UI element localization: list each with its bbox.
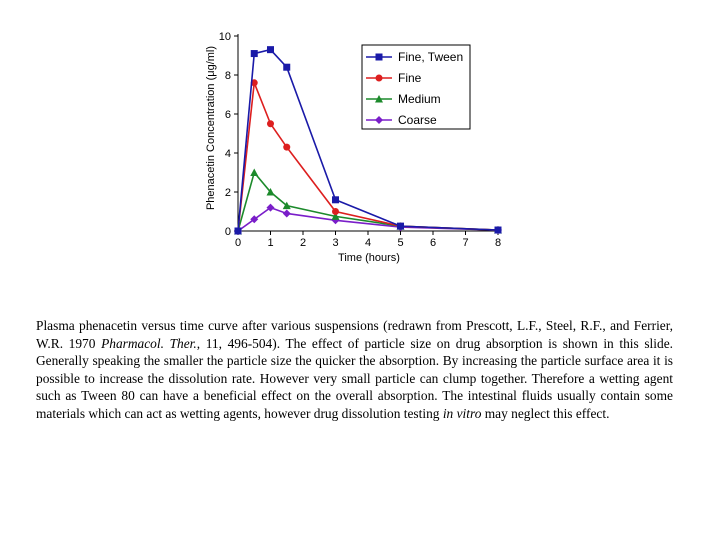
data-point-fine: [332, 208, 339, 215]
x-axis-label: Time (hours): [338, 252, 400, 264]
legend-marker-fine: [376, 75, 383, 82]
series-line-medium: [238, 173, 498, 232]
caption-text-1: Plasma phenacetin versus time curve after various suspensions (redrawn from Prescott, L.F., Steel, R.F., and Ferrier, W.R. 1970: [36, 318, 673, 351]
legend-label-fine-tween: Fine, Tween: [398, 50, 464, 64]
data-point-fine-tween: [397, 223, 404, 230]
y-tick-label: 2: [224, 187, 231, 199]
x-tick-label: 1: [267, 237, 274, 249]
y-tick-label: 10: [218, 31, 231, 43]
x-tick-label: 7: [462, 237, 469, 249]
y-tick-label: 8: [224, 70, 231, 82]
caption-text-3: may neglect this effect.: [481, 405, 610, 421]
x-tick-label: 2: [299, 237, 307, 249]
legend-marker-fine-tween: [376, 54, 383, 61]
chart-legend: [362, 45, 470, 129]
caption-in-vitro: in vitro: [442, 405, 482, 421]
data-point-fine-tween: [283, 64, 290, 71]
data-point-fine-tween: [251, 50, 258, 57]
x-tick-label: 5: [397, 237, 404, 249]
x-tick-label: 8: [494, 237, 502, 249]
data-point-fine-tween: [267, 46, 274, 53]
x-tick-label: 0: [234, 237, 242, 249]
data-point-fine-tween: [332, 196, 339, 203]
caption-journal-name: Pharmacol. Ther.: [101, 335, 197, 351]
x-tick-label: 4: [364, 237, 372, 249]
data-point-medium: [250, 169, 258, 177]
y-tick-label: 0: [224, 226, 231, 238]
data-point-coarse: [283, 209, 291, 217]
figure-caption: [36, 317, 673, 423]
data-point-fine-tween: [235, 228, 242, 235]
series-medium: [234, 169, 502, 235]
y-tick-label: 6: [224, 109, 231, 121]
caption-text-2: , 11, 496-504). The effect of particle size on drug absorption is shown in this slide. Generally speaking the smaller the particle size the quicker the absorption. By increasing the particle surface area it is possible to increase the dissolution rate. However very small particle can clump together. Therefore a wetting agent such as Tween 80 can have a beneficial effect on the overall absorption. The intestinal fluids usually contain some materials which can act as wetting agents, however drug dissolution testing: [36, 335, 673, 421]
data-point-fine: [283, 144, 290, 151]
legend-label-coarse: Coarse: [398, 113, 437, 127]
data-point-fine: [267, 120, 274, 127]
legend-label-fine: Fine: [398, 71, 422, 85]
data-point-fine-tween: [495, 227, 502, 234]
y-axis-label: Phenacetin Concentration (μg/ml): [205, 45, 217, 211]
legend-label-medium: Medium: [398, 92, 441, 106]
x-tick-label: 3: [332, 237, 339, 249]
y-tick-label: 4: [224, 148, 231, 160]
x-tick-label: 6: [429, 237, 437, 249]
